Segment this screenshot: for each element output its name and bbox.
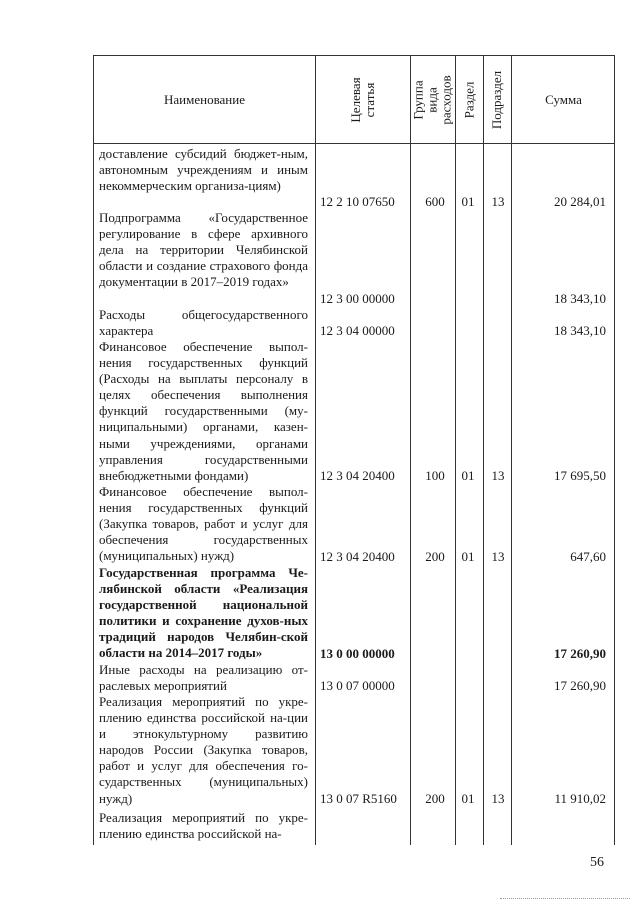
- row-code: 12 3 04 20400: [320, 468, 395, 483]
- row-name: Государственная программа Че-лябинской области «Реализация государственной национальной политики и сохранение духов-ных традиций народов Челябин-ской области на 2014–2017 годы»: [99, 565, 308, 661]
- row-name: Финансовое обеспечение выпол-нения государственных функций (Закупка товаров, работ и услуг для обеспечения государственных (муниципальных) нужд): [99, 484, 308, 564]
- header-section: Раздел: [461, 81, 476, 118]
- row-name: Реализация мероприятий по укре-плению единства российской на-ции и этнокультурному развитию народов России (Закупка товаров, работ и услуг для обеспечения го-сударственных (муниципальных) нужд): [99, 694, 308, 806]
- row-sum: 17 260,90: [554, 678, 606, 693]
- row-code: 13 0 00 00000: [320, 646, 395, 661]
- page-number: 56: [590, 855, 604, 870]
- row-group: 200: [425, 791, 445, 806]
- row-subsection: 13: [491, 549, 505, 564]
- row-code: 12 3 04 00000: [320, 323, 395, 338]
- row-name: Реализация мероприятий по укре-плению единства российской на-: [99, 810, 308, 842]
- row-sum: 11 910,02: [554, 791, 606, 806]
- column-divider: [410, 56, 411, 845]
- row-section: 01: [461, 791, 475, 806]
- row-sum: 647,60: [570, 549, 606, 564]
- row-name: Подпрограмма «Государственное регулирование в сфере архивного дела на территории Челябинской области и создание страхового фонда документации в 2017–2019 годах»: [99, 210, 308, 290]
- footer-rule: [500, 898, 630, 899]
- row-code: 12 3 04 20400: [320, 549, 395, 564]
- row-subsection: 13: [491, 468, 505, 483]
- row-group: 100: [425, 468, 445, 483]
- row-section: 01: [461, 194, 475, 209]
- row-code: 13 0 07 R5160: [320, 791, 397, 806]
- row-subsection: 13: [491, 194, 505, 209]
- row-code: 13 0 07 00000: [320, 678, 395, 693]
- column-divider: [455, 56, 456, 845]
- header-subsection: Подраздел: [489, 70, 505, 129]
- header-target: Целевая статья: [347, 76, 377, 123]
- row-sum: 18 343,10: [554, 323, 606, 338]
- row-sum: 17 260,90: [554, 646, 606, 661]
- row-sum: 18 343,10: [554, 291, 606, 306]
- row-name: доставление субсидий бюджет-ным, автономным учреждениям и иным некоммерческим организа-циям): [99, 146, 308, 194]
- row-sum: 17 695,50: [554, 468, 606, 483]
- header-group: Группа вида расходов: [410, 74, 454, 125]
- row-name: Финансовое обеспечение выпол-нения государственных функций (Расходы на выплаты персоналу в целях обеспечения выполнения функций государственными (му-ниципальными) органами, казен-ными учреждениями, органами управления государственными внебюджетными фондами): [99, 339, 308, 483]
- row-section: 01: [461, 468, 475, 483]
- row-section: 01: [461, 549, 475, 564]
- row-name: Расходы общегосударственного характера: [99, 307, 308, 339]
- row-code: 12 2 10 07650: [320, 194, 395, 209]
- row-sum: 20 284,01: [554, 194, 606, 209]
- column-divider: [315, 56, 316, 845]
- row-group: 600: [425, 194, 445, 209]
- header-name: Наименование: [164, 91, 245, 107]
- budget-table: [93, 55, 615, 845]
- table-header: [94, 56, 614, 144]
- row-group: 200: [425, 549, 445, 564]
- row-name: Иные расходы на реализацию от-раслевых мероприятий: [99, 662, 308, 694]
- column-divider: [483, 56, 484, 845]
- column-divider: [511, 56, 512, 845]
- header-sum: Сумма: [545, 91, 582, 107]
- row-subsection: 13: [491, 791, 505, 806]
- row-code: 12 3 00 00000: [320, 291, 395, 306]
